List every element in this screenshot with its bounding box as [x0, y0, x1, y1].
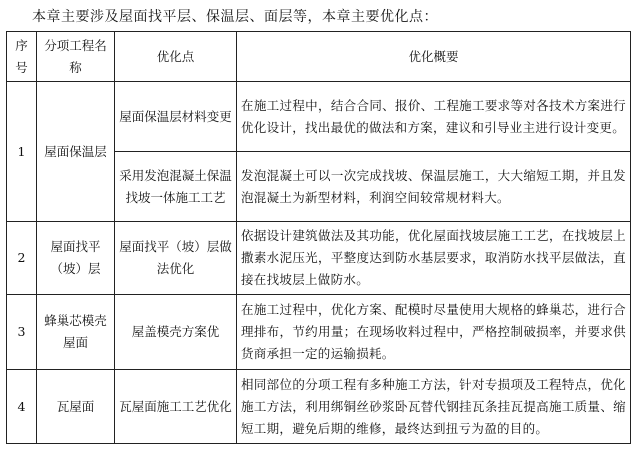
row-no: 1 — [7, 82, 37, 222]
table-row — [7, 370, 631, 444]
table-header-row — [7, 32, 631, 82]
row-summary: 相同部位的分项工程有多种施工方法，针对专损项及工程特点，优化施工方法，利用绑铜丝砂浆卧瓦替代钢挂瓦条挂瓦提高施工质量、缩短工期，避免后期的维修，最终达到扭亏为盈的目的。 — [237, 370, 631, 444]
header-project: 分项工程名称 — [37, 32, 115, 82]
row-summary: 发泡混凝土可以一次完成找坡、保温层施工，大大缩短工期，并且发泡混凝土为新型材料，利润空间较常规材料大。 — [237, 152, 631, 222]
row-project: 瓦屋面 — [37, 370, 115, 444]
row-project: 屋面找平（坡）层 — [37, 222, 115, 295]
row-summary: 在施工过程中，结合合同、报价、工程施工要求等对各技术方案进行优化设计，找出最优的做法和方案，建议和引导业主进行设计变更。 — [237, 82, 631, 152]
table-row — [7, 222, 631, 295]
row-no: 3 — [7, 295, 37, 370]
optimization-table — [6, 31, 631, 444]
row-point: 采用发泡混凝土保温找坡一体施工工艺 — [115, 152, 237, 222]
row-no: 2 — [7, 222, 37, 295]
header-no: 序号 — [7, 32, 37, 82]
table-row — [7, 295, 631, 370]
row-point: 屋面保温层材料变更 — [115, 82, 237, 152]
intro-text: 本章主要涉及屋面找平层、保温层、面层等，本章主要优化点： — [32, 9, 438, 25]
row-project: 屋面保温层 — [37, 82, 115, 222]
row-point: 屋面找平（坡）层做法优化 — [115, 222, 237, 295]
table-row — [7, 82, 631, 152]
header-summary: 优化概要 — [237, 32, 631, 82]
row-project: 蜂巢芯模壳屋面 — [37, 295, 115, 370]
row-summary: 依据设计建筑做法及其功能，优化屋面找坡层施工工艺，在找坡层上撒素水泥压光，平整度达到防水基层要求，取消防水找平层做法，直接在找坡层上做防水。 — [237, 222, 631, 295]
row-point: 屋盖模壳方案优 — [115, 295, 237, 370]
header-point: 优化点 — [115, 32, 237, 82]
row-no: 4 — [7, 370, 37, 444]
row-summary: 在施工过程中，优化方案、配模时尽量使用大规格的蜂巢芯，进行合理排布，节约用量；在现场收料过程中，严格控制破损率，并要求供货商承担一定的运输损耗。 — [237, 295, 631, 370]
row-point: 瓦屋面施工工艺优化 — [115, 370, 237, 444]
